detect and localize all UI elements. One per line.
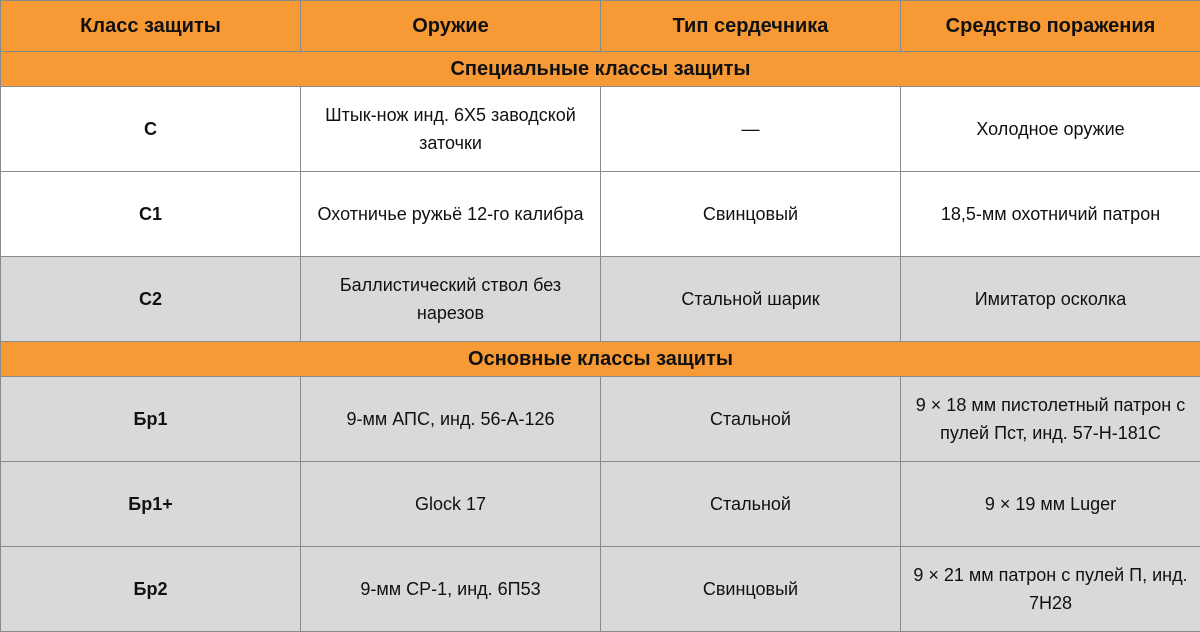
header-core-type: Тип сердечника	[601, 1, 901, 52]
protection-class-cell: Бр2	[1, 547, 301, 632]
header-protection-class: Класс защиты	[1, 1, 301, 52]
protection-class-cell: С1	[1, 172, 301, 257]
section-row-basic	[1, 342, 1200, 377]
protection-class-cell: С	[1, 87, 301, 172]
table-row	[1, 172, 1200, 257]
weapon-cell: 9-мм СР-1, инд. 6П53	[301, 547, 601, 632]
core-type-cell: Стальной	[601, 377, 901, 462]
header-row	[1, 1, 1200, 52]
means-cell: 18,5-мм охотничий патрон	[901, 172, 1200, 257]
means-cell: 9 × 18 мм пистолетный патрон с пулей Пст, инд. 57-Н-181С	[901, 377, 1200, 462]
section-title-special: Специальные классы защиты	[1, 52, 1200, 87]
core-type-cell: Стальной шарик	[601, 257, 901, 342]
weapon-cell: Штык-нож инд. 6Х5 заводской заточки	[301, 87, 601, 172]
protection-class-cell: Бр1+	[1, 462, 301, 547]
header-weapon: Оружие	[301, 1, 601, 52]
table-row	[1, 462, 1200, 547]
means-cell: 9 × 19 мм Luger	[901, 462, 1200, 547]
section-title-basic: Основные классы защиты	[1, 342, 1200, 377]
protection-class-cell: Бр1	[1, 377, 301, 462]
table-row	[1, 547, 1200, 632]
section-row-special	[1, 52, 1200, 87]
means-cell: 9 × 21 мм патрон с пулей П, инд. 7Н28	[901, 547, 1200, 632]
core-type-cell: Свинцовый	[601, 172, 901, 257]
weapon-cell: Охотничье ружьё 12-го калибра	[301, 172, 601, 257]
weapon-cell: Баллистический ствол без нарезов	[301, 257, 601, 342]
table-row	[1, 257, 1200, 342]
means-cell: Холодное оружие	[901, 87, 1200, 172]
table-row	[1, 87, 1200, 172]
core-type-cell: Свинцовый	[601, 547, 901, 632]
protection-class-cell: С2	[1, 257, 301, 342]
means-cell: Имитатор осколка	[901, 257, 1200, 342]
weapon-cell: 9-мм АПС, инд. 56-А-126	[301, 377, 601, 462]
weapon-cell: Glock 17	[301, 462, 601, 547]
core-type-cell: —	[601, 87, 901, 172]
header-means-of-defeat: Средство поражения	[901, 1, 1200, 52]
table-row	[1, 377, 1200, 462]
core-type-cell: Стальной	[601, 462, 901, 547]
